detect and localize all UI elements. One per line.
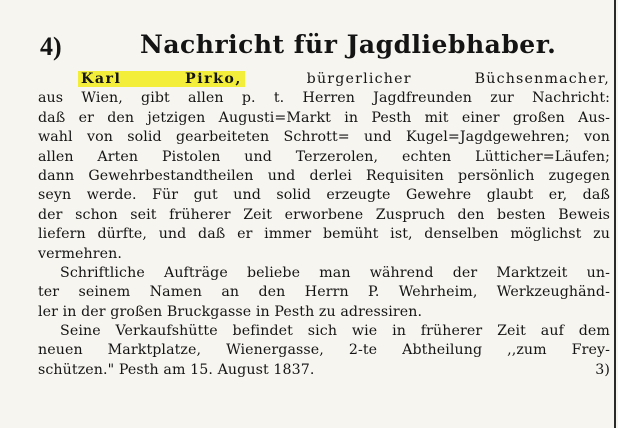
- article-number: 4): [40, 32, 62, 61]
- text-line: Schriftliche Aufträge beliebe man während der Marktzeit un-: [60, 264, 610, 281]
- article-body: [38, 70, 610, 380]
- text-line: liefern dürfte, und daß er immer bemüht ist, denselben möglichst zu: [38, 226, 610, 243]
- text-line: seyn werde. Für gut und solid erzeugte Gewehre glaubt er, daß: [38, 187, 610, 204]
- highlighted-name: Karl Pirko,: [78, 71, 245, 87]
- text-line: Seine Verkaufshütte befindet sich wie in früherer Zeit auf dem: [60, 323, 610, 340]
- text-line-final: [38, 361, 610, 380]
- text-line: neuen Marktplatze, Wienergasse, 2-te Abtheilung ,,zum Frey-: [38, 342, 610, 359]
- text-line: [38, 70, 610, 89]
- line-text: bürgerlicher Büchsenmacher,: [306, 71, 610, 87]
- text-line: wahl von solid gearbeiteten Schrott= und Kugel=Jagdgewehren; von: [38, 129, 610, 146]
- text-line: daß er den jetzigen Augusti=Markt in Pesth mit einer großen Aus-: [38, 109, 610, 126]
- column-rule: [614, 0, 616, 428]
- text-line: allen Arten Pistolen und Terzerolen, echten Lütticher=Läufen;: [38, 148, 610, 165]
- article-heading: [0, 30, 614, 66]
- text-line: dann Gewehrbestandtheilen und derlei Requisiten persönlich zugegen: [38, 167, 610, 184]
- article-title: Nachricht für Jagdliebhaber.: [140, 30, 557, 59]
- text-line: ter seinem Namen an den Herrn P. Wehrheim, Werkzeughänd-: [38, 284, 610, 301]
- text-line: vermehren.: [38, 245, 123, 262]
- cropped-previous-line: [0, 0, 618, 14]
- text-line: ler in der großen Bruckgasse in Pesth zu adressiren.: [38, 303, 423, 320]
- text-line: aus Wien, gibt allen p. t. Herren Jagdfreunden zur Nachricht:: [38, 90, 610, 107]
- line-text: schützen." Pesth am 15. August 1837.: [38, 361, 315, 378]
- text-line: der schon seit früherer Zeit erworbene Zuspruch den besten Beweis: [38, 206, 610, 223]
- footnote-number: 3): [595, 361, 610, 378]
